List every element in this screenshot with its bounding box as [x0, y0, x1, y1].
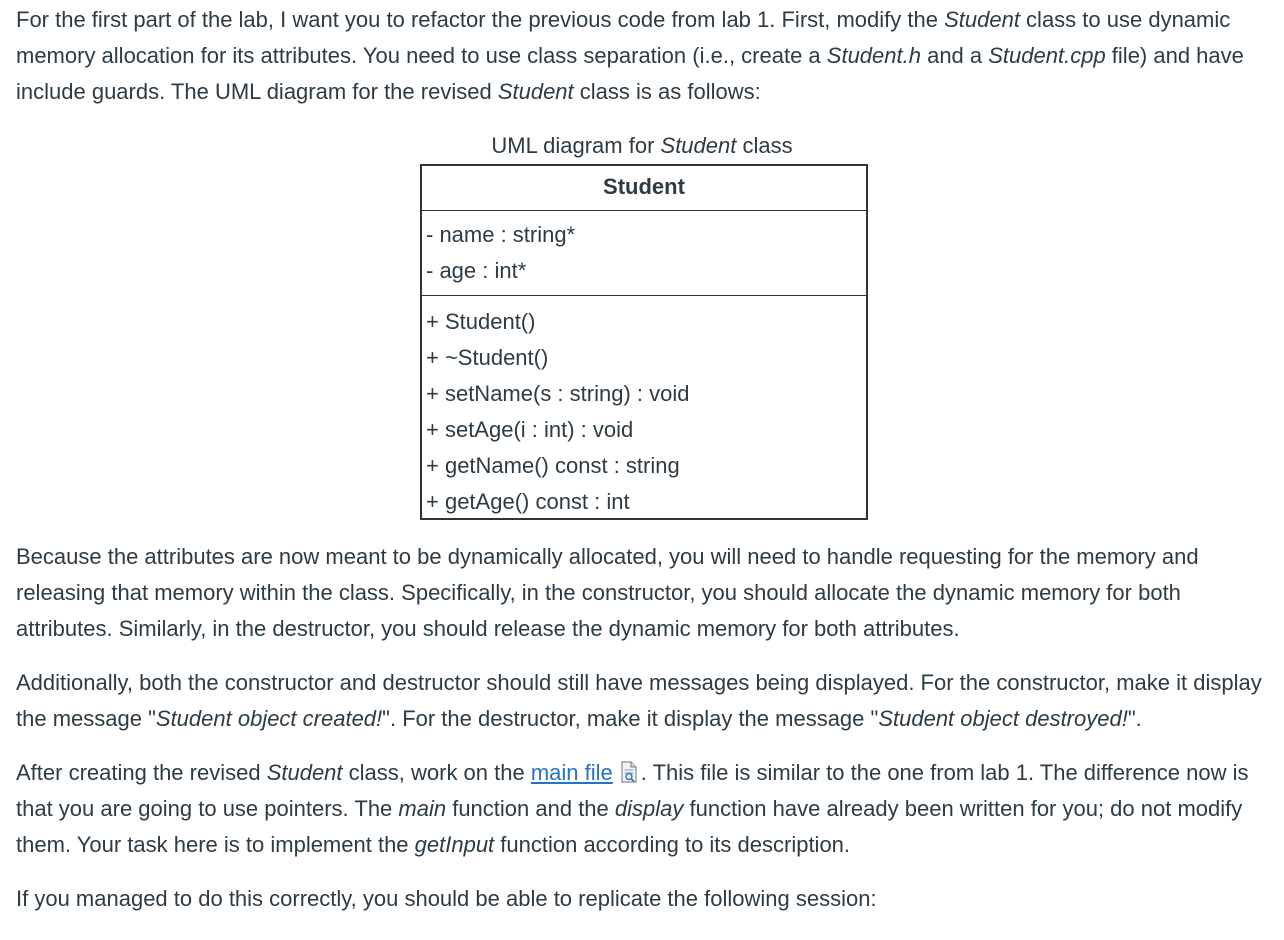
intro-paragraph: For the first part of the lab, I want you to refactor the previous code from lab 1. First, modify the Student class to use dynamic memory allocation for its attributes. You need to use class separation (i.e., create a Student.h and a Student.cpp file) and have include guards. The UML diagram for the revised Student class is as follows:: [16, 7, 1244, 104]
uml-method: + getAge() const : int: [426, 489, 630, 514]
messages-paragraph: Additionally, both the constructor and destructor should still have messages being displayed. For the constructor, make it display the message "Student object created!". For the destructor, make it display the message "Student object destroyed!".: [16, 670, 1262, 731]
uml-method: + ~Student(): [426, 345, 549, 370]
memory-paragraph: Because the attributes are now meant to be dynamically allocated, you will need to handle requesting for the memory and releasing that memory within the class. Specifically, in the constructor, you should allocate the dynamic memory for both attributes. Similarly, in the destructor, you should release the dynamic memory for both attributes.: [16, 544, 1199, 641]
uml-method: + getName() const : string: [426, 453, 680, 478]
uml-method: + Student(): [426, 309, 536, 334]
uml-attribute: - name : string*: [426, 222, 576, 247]
session-paragraph: If you managed to do this correctly, you should be able to replicate the following session:: [16, 886, 877, 911]
uml-method: + setAge(i : int) : void: [426, 417, 634, 442]
uml-class-name: Student: [422, 166, 866, 211]
file-preview-icon[interactable]: [619, 758, 639, 780]
uml-attributes: [422, 211, 866, 296]
uml-methods: [422, 296, 866, 518]
uml-diagram: [420, 164, 868, 520]
uml-attribute: - age : int*: [426, 258, 527, 283]
main-file-paragraph: After creating the revised Student class, work on the main file . This file is similar to the one from lab 1. The difference now is that you are going to use pointers. The main function and the display function have already been written for you; do not modify them. Your task here is to implement the getInput function according to its description.: [16, 760, 1249, 857]
uml-method: + setName(s : string) : void: [426, 381, 690, 406]
uml-caption: UML diagram for Student class: [491, 133, 793, 158]
main-file-link[interactable]: main file: [530, 760, 613, 785]
